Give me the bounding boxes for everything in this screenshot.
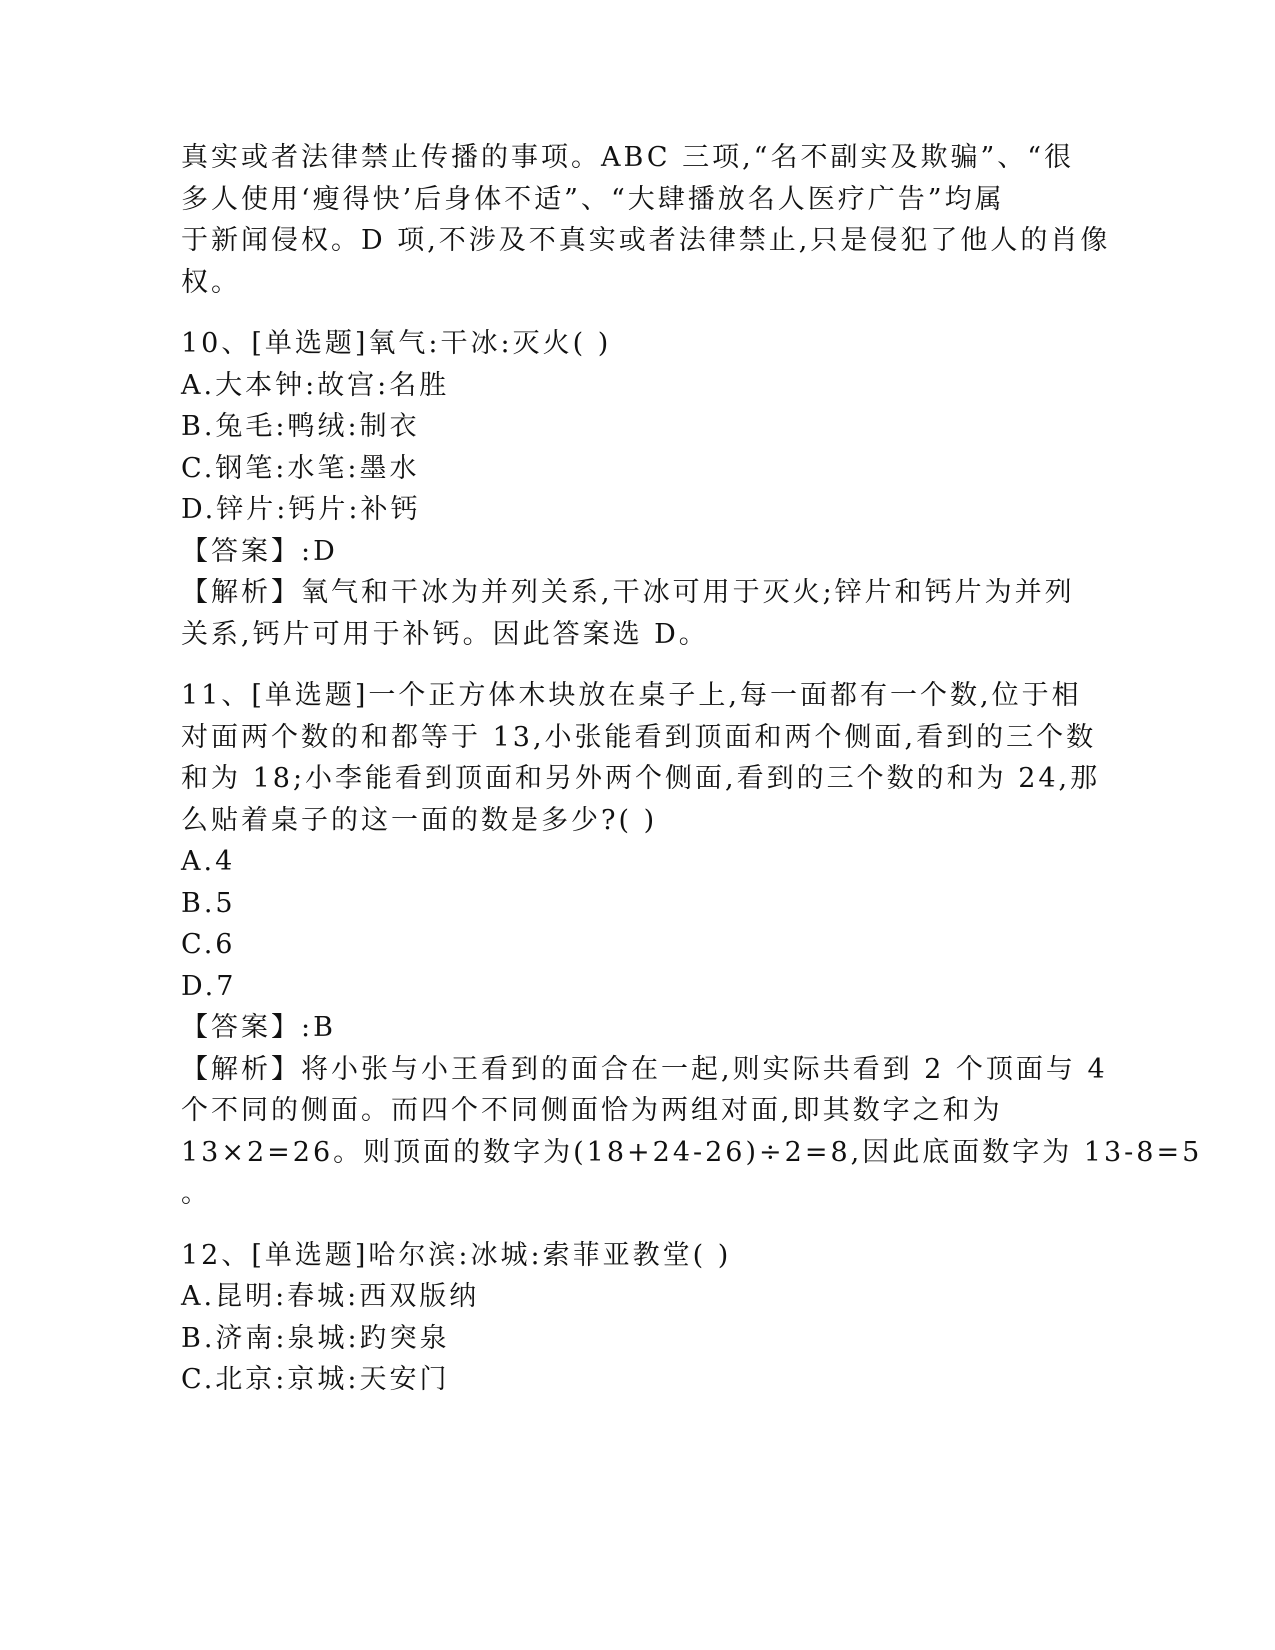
explanation-line: 。: [181, 1178, 211, 1209]
answer: 【答案】:B: [181, 1012, 336, 1043]
option-a: A.昆明:春城:西双版纳: [181, 1281, 480, 1312]
option-c: C.6: [181, 929, 236, 960]
text-line: 多人使用‘瘦得快’后身体不适”、“大肆播放名人医疗广告”均属: [181, 183, 1005, 215]
option-a: A.大本钟:故宫:名胜: [181, 369, 450, 401]
option-a: A.4: [181, 846, 236, 877]
prev-explanation: [181, 137, 1111, 303]
explanation-line: 关系,钙片可用于补钙。因此答案选 D。: [181, 618, 709, 650]
question-11: [181, 675, 1203, 1215]
explanation-line: 个不同的侧面。而四个不同侧面恰为两组对面,即其数字之和为: [181, 1095, 1003, 1126]
option-d: D.锌片:钙片:补钙: [181, 494, 421, 525]
option-c: C.钢笔:水笔:墨水: [181, 452, 420, 484]
explanation-line: 13×2=26。则顶面的数字为(18+24-26)÷2=8,因此底面数字为 13-8=5: [181, 1136, 1203, 1168]
option-b: B.济南:泉城:趵突泉: [181, 1322, 450, 1354]
question-stem: 对面两个数的和都等于 13,小张能看到顶面和两个侧面,看到的三个数: [181, 721, 1097, 753]
question-10: [181, 323, 1081, 655]
question-stem: 11、[单选题]一个正方体木块放在桌子上,每一面都有一个数,位于相: [181, 680, 1082, 711]
option-b: B.5: [181, 887, 236, 919]
explanation-line: 【解析】将小张与小王看到的面合在一起,则实际共看到 2 个顶面与 4: [181, 1053, 1108, 1085]
text-line: 真实或者法律禁止传播的事项。ABC 三项,“名不副实及欺骗”、“很: [181, 142, 1075, 173]
answer: 【答案】:D: [181, 535, 338, 567]
question-stem: 10、[单选题]氧气:干冰:灭火( ): [181, 328, 612, 359]
option-c: C.北京:京城:天安门: [181, 1364, 450, 1395]
option-b: B.兔毛:鸭绒:制衣: [181, 411, 420, 442]
explanation-line: 【解析】氧气和干冰为并列关系,干冰可用于灭火;锌片和钙片为并列: [181, 577, 1075, 608]
question-stem: 和为 18;小李能看到顶面和另外两个侧面,看到的三个数的和为 24,那: [181, 763, 1101, 794]
option-d: D.7: [181, 970, 237, 1002]
text-line: 于新闻侵权。D 项,不涉及不真实或者法律禁止,只是侵犯了他人的肖像: [181, 225, 1111, 256]
document-page: [181, 137, 1203, 1401]
question-stem: 么贴着桌子的这一面的数是多少?( ): [181, 804, 658, 836]
text-line: 权。: [181, 266, 241, 298]
question-stem: 12、[单选题]哈尔滨:冰城:索菲亚教堂( ): [181, 1239, 732, 1271]
question-12: [181, 1235, 1081, 1401]
